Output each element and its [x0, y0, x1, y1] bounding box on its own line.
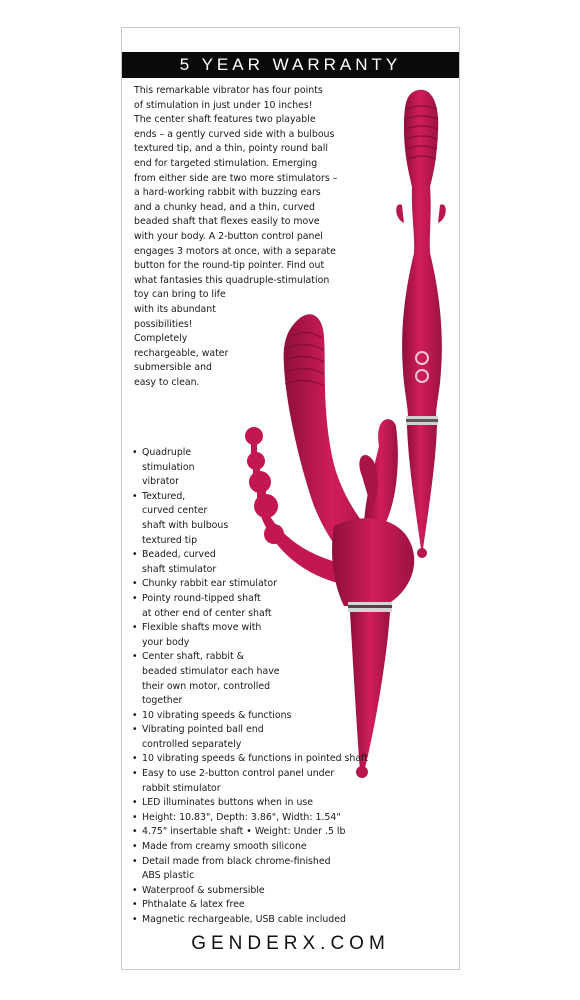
feature-text: • Flexible shafts move with [142, 622, 262, 634]
description-line: of stimulation in just under 10 inches! [134, 99, 313, 111]
feature-item [132, 825, 462, 840]
feature-item [132, 796, 462, 811]
feature-text: their own motor, controlled [142, 680, 271, 692]
feature-text: • Textured, [142, 490, 186, 502]
description-line: with its abundant [134, 303, 216, 315]
feature-item [132, 592, 462, 621]
feature-text: shaft stimulator [142, 563, 217, 575]
feature-text: • Made from creamy smooth silicone [142, 841, 307, 853]
feature-text: • Center shaft, rabbit & [142, 651, 244, 663]
feature-item [132, 709, 462, 724]
feature-item [132, 855, 462, 884]
description-line: toy can bring to life [134, 289, 226, 301]
feature-text: your body [142, 636, 190, 648]
description-line: This remarkable vibrator has four points [134, 85, 323, 96]
description-line: with your body. A 2-button control panel [134, 230, 323, 242]
description-line: rechargeable, water [134, 347, 229, 359]
feature-text: stimulation [142, 461, 195, 473]
feature-text: rabbit stimulator [142, 782, 221, 794]
feature-text: • Waterproof & submersible [142, 884, 265, 896]
description-line: end for targeted stimulation. Emerging [134, 157, 318, 169]
description-line: submersible and [134, 362, 212, 374]
description-line: beaded shaft that flexes easily to move [134, 216, 320, 228]
feature-item [132, 767, 462, 796]
feature-text: vibrator [142, 476, 179, 488]
feature-item [132, 913, 462, 928]
feature-text: • Pointy round-tipped shaft [142, 592, 261, 604]
feature-item [132, 577, 462, 592]
feature-text: • 4.75" insertable shaft • Weight: Under .5 lb [142, 826, 346, 838]
feature-text: controlled separately [142, 738, 242, 750]
description-line: from either side are two more stimulators – [134, 172, 338, 184]
feature-text: • Easy to use 2-button control panel under [142, 768, 335, 780]
feature-text: textured tip [142, 534, 198, 546]
description-line: possibilities! [134, 318, 193, 330]
feature-text: • Chunky rabbit ear stimulator [142, 578, 277, 590]
feature-text: together [142, 695, 183, 707]
feature-text: shaft with bulbous [142, 519, 229, 531]
warranty-banner: 5 YEAR WARRANTY [122, 52, 459, 78]
feature-item [132, 898, 462, 913]
feature-text: • LED illuminates buttons when in use [142, 797, 314, 809]
feature-item [132, 811, 462, 826]
feature-item [132, 446, 462, 490]
feature-text: • 10 vibrating speeds & functions in pointed shaft [142, 753, 368, 765]
feature-text: ABS plastic [142, 870, 195, 882]
description-line: ends – a gently curved side with a bulbous [134, 128, 335, 140]
description-line: The center shaft features two playable [134, 114, 316, 126]
feature-item [132, 884, 462, 899]
description-line: easy to clean. [134, 376, 200, 388]
description-line: Completely [134, 333, 188, 345]
feature-item [132, 548, 462, 577]
feature-item [132, 840, 462, 855]
feature-item [132, 752, 462, 767]
description-line: a hard-working rabbit with buzzing ears [134, 187, 321, 199]
feature-text: curved center [142, 505, 208, 517]
feature-text: • Magnetic rechargeable, USB cable included [142, 914, 346, 925]
feature-text: • Height: 10.83", Depth: 3.86", Width: 1.54" [142, 811, 341, 823]
product-card [121, 27, 460, 970]
feature-text: beaded stimulator each have [142, 665, 280, 677]
description-line: textured tip, and a thin, pointy round ball [134, 143, 328, 155]
feature-text: • Phthalate & latex free [142, 899, 245, 911]
feature-item [132, 723, 462, 752]
feature-text: • Beaded, curved [142, 549, 216, 561]
feature-text: at other end of center shaft [142, 607, 272, 619]
website-footer: GENDERX.COM [191, 933, 390, 954]
description-line: engages 3 motors at once, with a separate [134, 245, 336, 257]
feature-text: • Quadruple [142, 447, 192, 458]
feature-item [132, 621, 462, 650]
feature-item [132, 650, 462, 708]
description-line: and a chunky head, and a thin, curved [134, 201, 315, 213]
description-line: what fantasies this quadruple-stimulation [134, 274, 330, 286]
feature-text: • Vibrating pointed ball end [142, 724, 264, 736]
description-line: button for the round-tip pointer. Find out [134, 260, 325, 272]
feature-text: • 10 vibrating speeds & functions [142, 709, 292, 721]
feature-list [132, 446, 462, 928]
feature-item [132, 490, 462, 548]
feature-text: • Detail made from black chrome-finished [142, 855, 331, 867]
